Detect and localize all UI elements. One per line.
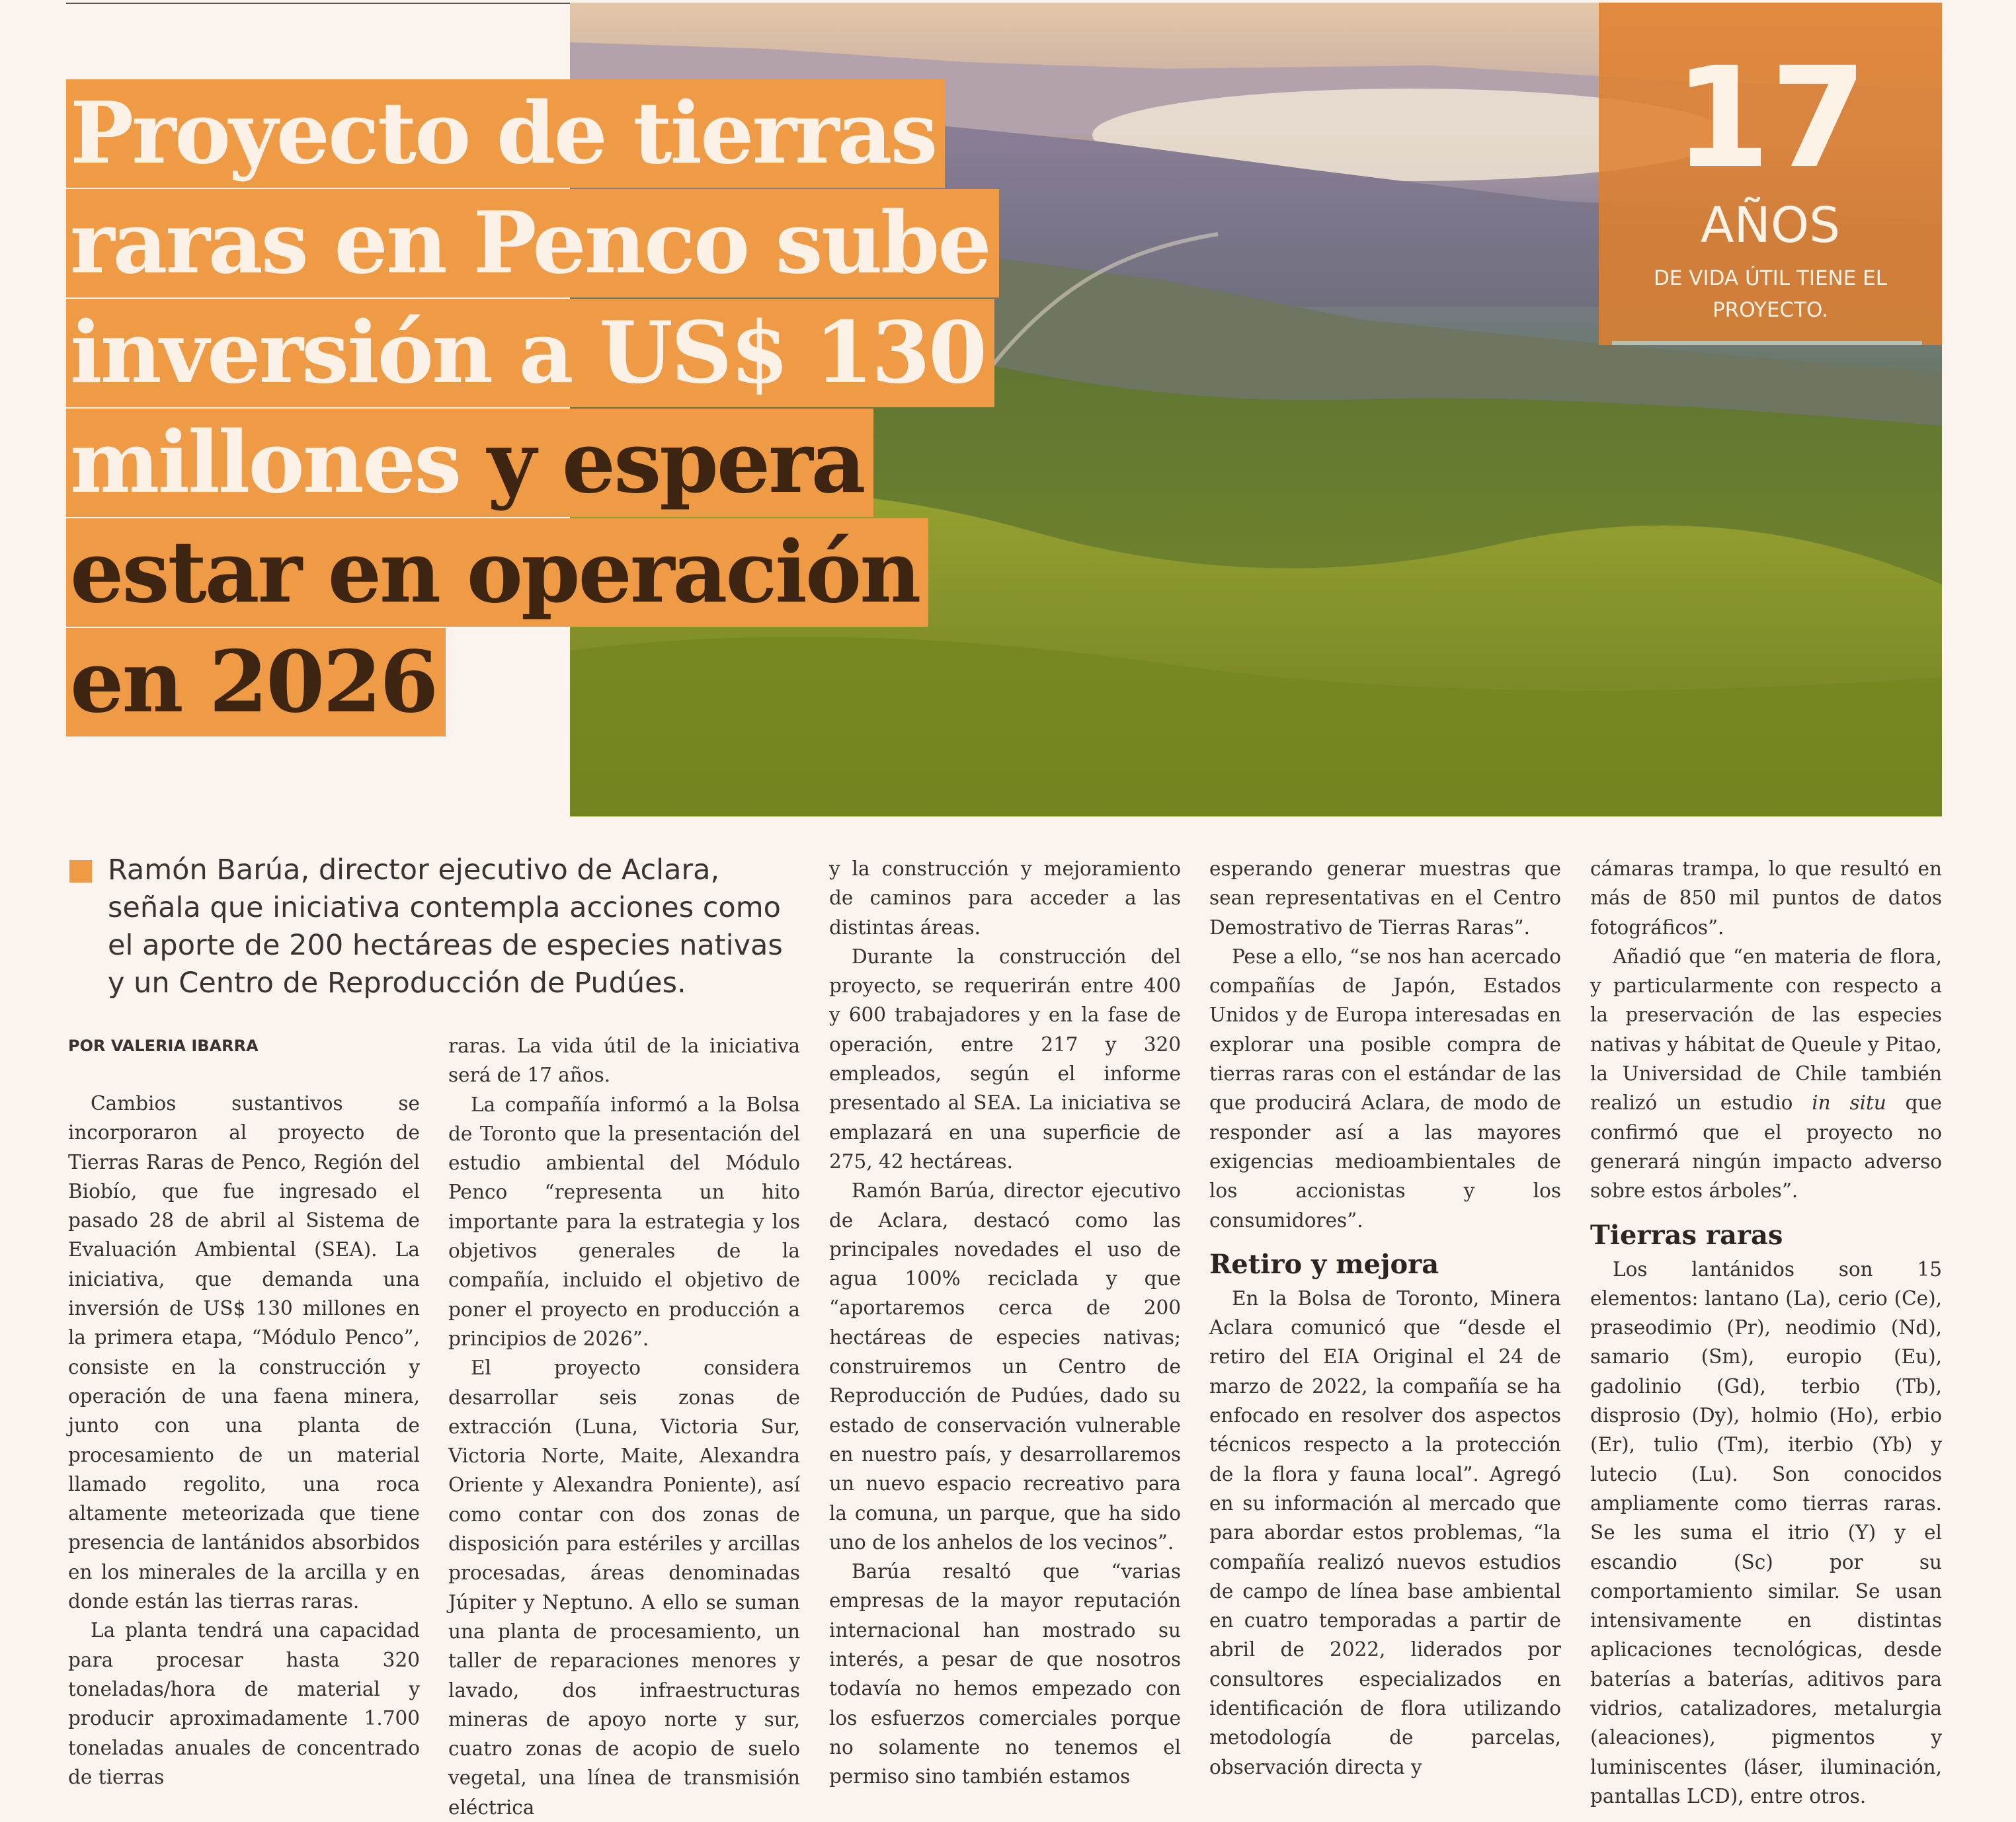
headline-line-4 [66,409,873,517]
paragraph-continued: y la construcción y mejoramiento de caminos para acceder a las distintas áreas. [829,857,1181,939]
headline-line-4-light: millones [70,413,487,512]
paragraph-continued: raras. La vida útil de la iniciativa será de 17 años. [448,1035,800,1087]
headline-line-3: inversión a US$ 130 [66,299,994,407]
paragraph-part: que confirmó que el proyecto no generará ningún impacto adverso sobre estos árboles”. [1590,1091,1943,1203]
paragraph: El proyecto considera desarrollar seis zonas de extracción (Luna, Victoria Sur, Victoria Norte, Maite, Alexandra Oriente y Alexandra Poniente), así como contar con dos zonas de disposición para estériles y arcillas procesadas, áreas denominadas Júpiter y Neptuno. A ello se suman una planta de procesamiento, un taller de reparaciones menores y lavado, dos infraestructuras mineras de apoyo norte y sur, cuatro zonas de acopio de suelo vegetal, una línea de transmisión eléctrica [448,1357,800,1819]
paragraph: Los lantánidos son 15 elementos: lantano (La), cerio (Ce), praseodimio (Pr), neodimio (Nd), samario (Sm), europio (Eu), gadolinio (Gd), terbio (Tb), disprosio (Dy), holmio (Ho), erbio (Er), tulio (Tm), iterbio (Yb) y lutecio (Lu). Son conocidos ampliamente como tierras raras. Se les suma el itrio (Y) y el escandio (Sc) por su comportamiento similar. Se usan intensivamente en distintas aplicaciones tecnológicas, desde baterías a baterías, aditivos para vidrios, catalizadores, metalurgia (aleaciones), pigmentos y luminiscentes (láser, iluminación, pantallas LCD), entre otros. [1590,1257,1942,1807]
paragraph: En la Bolsa de Toronto, Minera Aclara comunicó que “desde el retiro del EIA Original el 24 de marzo de 2022, la compañía se ha enfocado en resolver dos aspectos técnicos respecto a la protección de la flora y fauna local”. Agregó en su información al mercado que para abordar estos problemas, “la compañía realizó nuevos estudios de campo de línea base ambiental en cuatro temporadas a partir de abril de 2022, liderados por consultores especializados en identificación de flora utilizando metodología de parcelas, observación directa y [1209,1287,1561,1778]
stat-box [1599,3,1942,345]
paragraph-continued: cámaras trampa, lo que resultó en más de 850 mil puntos de datos fotográficos”. [1590,857,1942,939]
column-3 [829,854,1181,1792]
stat-unit: AÑOS [1700,197,1841,254]
subheading-retiro: Retiro y mejora [1209,1248,1439,1280]
column-4 [1209,854,1561,1782]
top-rule [66,3,572,4]
paragraph-part: Añadió que “en materia de flora, y particularmente con respecto a la preservación de las especies nativas y hábitat de Queule y Pitao, la Universidad de Chile también realizó un estudio [1590,945,1942,1115]
italic-term: in situ [1812,1091,1886,1115]
lead-bullet [69,860,92,883]
paragraph: Pese a ello, “se nos han acercado compañías de Japón, Estados Unidos y de Europa interesadas en explorar una posible compra de tierras raras con el estándar de las que producirá Aclara, de modo de responder así a las mayores exigencias medioambientales de los accionistas y los consumidores”. [1209,945,1561,1232]
lead-text: Ramón Barúa, director ejecutivo de Aclara, señala que iniciativa contempla acciones como el aporte de 200 hectáreas de especies nativas y un Centro de Reproducción de Pudúes. [108,853,783,1000]
byline: POR VALERIA IBARRA [68,1037,259,1055]
paragraph: Barúa resaltó que “varias empresas de la mayor reputación internacional han mostrado su interés, a pesar de que nosotros todavía no hemos empezado con los esfuerzos comerciales porque no solamente no tenemos el permiso sino también estamos [829,1560,1181,1788]
headline-line-5: estar en operación [66,518,928,627]
headline-line-2: raras en Penco sube [66,189,999,297]
headline-line-1: Proyecto de tierras [66,79,945,188]
paragraph-continued: esperando generar muestras que sean representativas en el Centro Demostrativo de Tierras Raras”. [1209,857,1561,939]
stat-description: DE VIDA ÚTIL TIENE EL PROYECTO. [1653,266,1888,322]
column-1 [68,1089,420,1792]
stat-number: 17 [1673,37,1867,199]
paragraph: Durante la construcción del proyecto, se requerirán entre 400 y 600 trabajadores y en la fase de operación, entre 217 y 320 empleados, según el informe presentado al SEA. La iniciativa se emplazará en una superficie de 275, 42 hectáreas. [829,945,1181,1173]
subheading-tierras-raras: Tierras raras [1590,1219,1783,1251]
paragraph: Ramón Barúa, director ejecutivo de Aclara, destacó como las principales novedades el uso de agua 100% reciclada y que “aportaremos cerca de 200 hectáreas de especies nativas; construiremos un Centro de Reproducción de Pudúes, dado su estado de conservación vulnerable en nuestro país, y desarrollaremos un nuevo espacio recreativo para la comuna, un parque, que ha sido uno de los anhelos de los vecinos”. [829,1179,1181,1554]
column-2 [448,1031,800,1822]
paragraph [1590,942,1942,1206]
paragraph: La planta tendrá una capacidad para procesar hasta 320 toneladas/hora de material y producir aproximadamente 1.700 toneladas anuales de concentrado de tierras [68,1619,420,1788]
headline-line-6: en 2026 [66,628,446,736]
paragraph: Cambios sustantivos se incorporaron al proyecto de Tierras Raras de Penco, Región del Biobío, que fue ingresado el pasado 28 de abril al Sistema de Evaluación Ambiental (SEA). La iniciativa, que demanda una inversión de US$ 130 millones en la primera etapa, “Módulo Penco”, consiste en la construcción y operación de una faena minera, junto con una planta de procesamiento de un material llamado regolito, una roca altamente meteorizada que tiene presencia de lantánidos absorbidos en los minerales de la arcilla y en donde están las tierras raras. [68,1092,420,1613]
stat-underline [1612,341,1922,345]
column-5 [1590,854,1942,1811]
headline-line-4-dark: y espera [487,413,864,512]
paragraph: La compañía informó a la Bolsa de Toronto que la presentación del estudio ambiental del Módulo Penco “representa un hito importante para la estrategia y los objetivos generales de la compañía, incluido el objetivo de poner el proyecto en producción a principios de 2026”. [448,1093,800,1350]
